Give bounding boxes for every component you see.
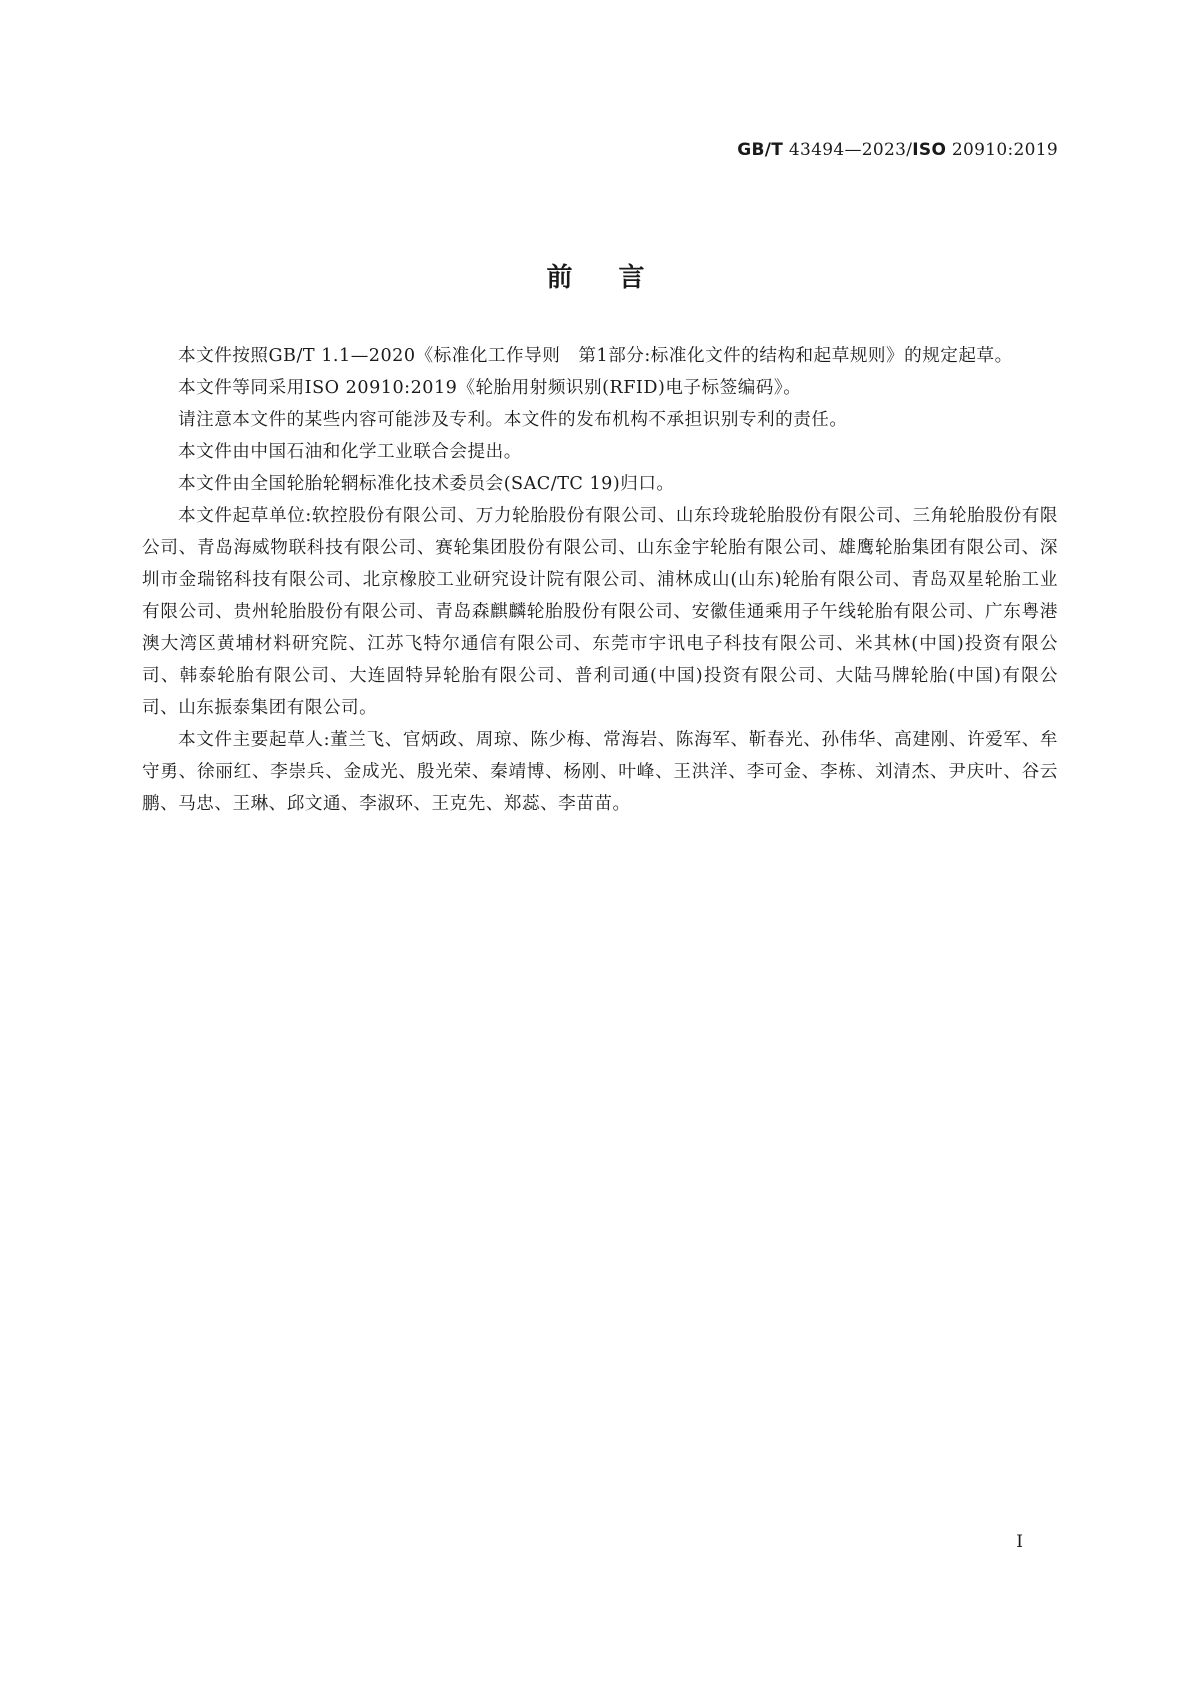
- page-title: 前言: [546, 263, 691, 294]
- iso-number: 20910:2019: [951, 140, 1058, 160]
- standard-prefix: GB/T: [737, 140, 784, 160]
- iso-prefix: ISO: [912, 140, 947, 160]
- paragraph-proposer: 本文件由中国石油和化学工业联合会提出。: [178, 442, 522, 462]
- page-number: I: [1016, 1532, 1023, 1552]
- paragraph-drafters: 本文件主要起草人:董兰飞、官炳政、周琼、陈少梅、常海岩、陈海军、靳春光、孙伟华、高建刚、许爱军、牟守勇、徐丽红、李崇兵、金成光、殷光荣、秦靖博、杨刚、叶峰、王洪洋、李可金、李栋、刘清杰、尹庆叶、谷云鹏、马忠、王琳、邱文通、李淑环、王克先、郑蕊、李苗苗。: [142, 730, 1058, 814]
- paragraph-adoption: 本文件等同采用ISO 20910:2019《轮胎用射频识别(RFID)电子标签编码》。: [178, 378, 802, 398]
- paragraph-drafting-units: 本文件起草单位:软控股份有限公司、万力轮胎股份有限公司、山东玲珑轮胎股份有限公司、三角轮胎股份有限公司、青岛海威物联科技有限公司、赛轮集团股份有限公司、山东金宇轮胎有限公司、雄鹰轮胎集团有限公司、深圳市金瑞铭科技有限公司、北京橡胶工业研究设计院有限公司、浦林成山(山东)轮胎有限公司、青岛双星轮胎工业有限公司、贵州轮胎股份有限公司、青岛森麒麟轮胎股份有限公司、安徽佳通乘用子午线轮胎有限公司、广东粤港澳大湾区黄埔材料研究院、江苏飞特尔通信有限公司、东莞市宇讯电子科技有限公司、米其林(中国)投资有限公司、韩泰轮胎有限公司、大连固特异轮胎有限公司、普利司通(中国)投资有限公司、大陆马牌轮胎(中国)有限公司、山东振泰集团有限公司。: [142, 506, 1058, 718]
- paragraph-committee: 本文件由全国轮胎轮辋标准化技术委员会(SAC/TC 19)归口。: [178, 474, 675, 494]
- document-body: [142, 340, 1058, 820]
- paragraph-drafting-rules: 本文件按照GB/T 1.1—2020《标准化工作导则 第1部分:标准化文件的结构和起草规则》的规定起草。: [178, 346, 1013, 366]
- page-header: [737, 140, 1058, 160]
- standard-number: 43494—2023/: [788, 140, 913, 160]
- paragraph-patent-notice: 请注意本文件的某些内容可能涉及专利。本文件的发布机构不承担识别专利的责任。: [178, 410, 848, 430]
